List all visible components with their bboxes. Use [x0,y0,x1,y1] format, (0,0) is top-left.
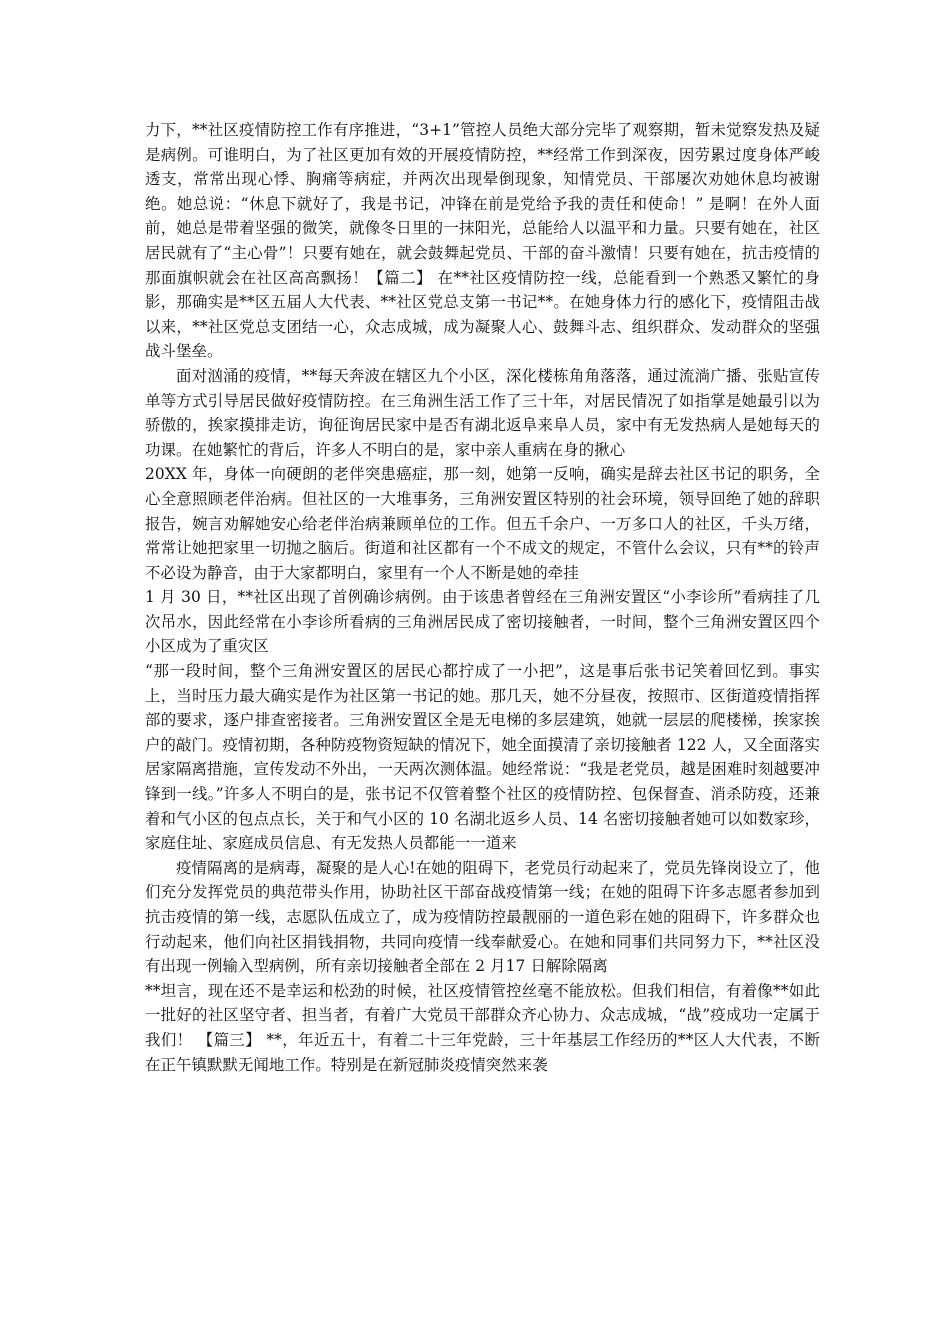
paragraph-5: “那一段时间，整个三角洲安置区的居民心都拧成了一小把”，这是事后张书记笑着回忆到。事实上，当时压力最大确实是作为社区第一书记的她。那几天，她不分昼夜，按照市、区街道疫情指挥部的要求，逐户排查密接者。三角洲安置区全是无电梯的多层建筑，她就一层层的爬楼梯，挨家挨户的敲门。疫情初期，各种防疫物资短缺的情况下，她全面摸清了亲切接触者 122 人，又全面落实居家隔离措施，宣传发动不外出，一天两次测体温。她经常说：“我是老党员，越是困难时刻越要冲锋到一线。”许多人不明白的是，张书记不仅管着整个社区的疫情防控、包保督查、消杀防疫，还兼着和气小区的包点点长，关于和气小区的 10 名湖北返乡人员、14 名密切接触者她可以如数家珍，家庭住址、家庭成员信息、有无发热人员都能一一道来 [145,662,820,853]
paragraph-3: 20XX 年，身体一向硬朗的老伴突患癌症，那一刻，她第一反响，确实是辞去社区书记的职务，全心全意照顾老伴治病。但社区的一大堆事务，三角洲安置区特别的社会环境，领导回绝了她的辞职报告，婉言劝解她安心给老伴治病兼顾单位的工作。但五千余户、一万多口人的社区，千头万绪，常常让她把家里一切抛之脑后。街道和社区都有一个不成文的规定，不管什么会议，只有**的铃声不必设为静音，由于大家都明白，家里有一个人不断是她的牵挂 [145,465,820,582]
paragraph-7: **坦言，现在还不是幸运和松劲的时候，社区疫情管控丝毫不能放松。但我们相信，有着像**如此一批好的社区坚守者、担当者，有着广大党员干部群众齐心协力、众志成城，“战”疫成功一定属于我们！ 【篇三】 **，年近五十，有着二十三年党龄，三十年基层工作经历的**区人大代表，不断在正午镇默默无闻地工作。特别是在新冠肺炎疫情突然来袭 [145,981,820,1074]
paragraph-4: 1 月 30 日，**社区出现了首例确诊病例。由于该患者曾经在三角洲安置区“小李诊所”看病挂了几次吊水，因此经常在小李诊所看病的三角洲居民成了密切接触者，一时间，整个三角洲安置区四个小区成为了重灾区 [145,588,820,656]
paragraph-1: 力下，**社区疫情防控工作有序推进，“3+1”管控人员绝大部分完毕了观察期，暂未觉察发热及疑是病例。可谁明白，为了社区更加有效的开展疫情防控，**经常工作到深夜，因劳累过度身体严峻透支，常常出现心悸、胸痛等病症，并两次出现晕倒现象，知情党员、干部屡次劝她休息均被谢绝。她总说：“休息下就好了，我是书记，冲锋在前是党给予我的责任和使命！” 是啊！在外人面前，她总是带着坚强的微笑，就像冬日里的一抹阳光，总能给人以温平和力量。只要有她在，社区居民就有了“主心骨”！只要有她在，就会鼓舞起党员、干部的奋斗激情！只要有她在，抗击疫情的那面旗帜就会在社区高高飘扬！【篇二】 在**社区疫情防控一线，总能看到一个熟悉又繁忙的身影，那确实是**区五届人大代表、**社区党总支第一书记**。在她身体力行的感化下，疫情阻击战以来，**社区党总支团结一心，众志成城，成为凝聚人心、鼓舞斗志、组织群众、发动群众的坚强战斗堡垒。 [145,121,820,361]
paragraph-2: 面对汹涌的疫情，**每天奔波在辖区九个小区，深化楼栋角角落落，通过流淌广播、张贴宣传单等方式引导居民做好疫情防控。在三角洲生活工作了三十年，对居民情况了如指掌是她最引以为骄傲的，挨家摸排走访，询征询居民家中是否有湖北返阜来阜人员，家中有无发热病人是她每天的功课。在她繁忙的背后，许多人不明白的是，家中亲人重病在身的揪心 [145,366,820,459]
document-body [145,118,820,1077]
paragraph-6: 疫情隔离的是病毒，凝聚的是人心!在她的阻碍下，老党员行动起来了，党员先锋岗设立了，他们充分发挥党员的典范带头作用，协助社区干部奋战疫情第一线；在她的阻碍下许多志愿者参加到抗击疫情的第一线，志愿队伍成立了，成为疫情防控最靓丽的一道色彩在她的阻碍下，许多群众也行动起来，他们向社区捐钱捐物，共同向疫情一线奉献爱心。在她和同事们共同努力下，**社区没有出现一例输入型病例，所有亲切接触者全部在 2 月17 日解除隔离 [145,858,820,976]
